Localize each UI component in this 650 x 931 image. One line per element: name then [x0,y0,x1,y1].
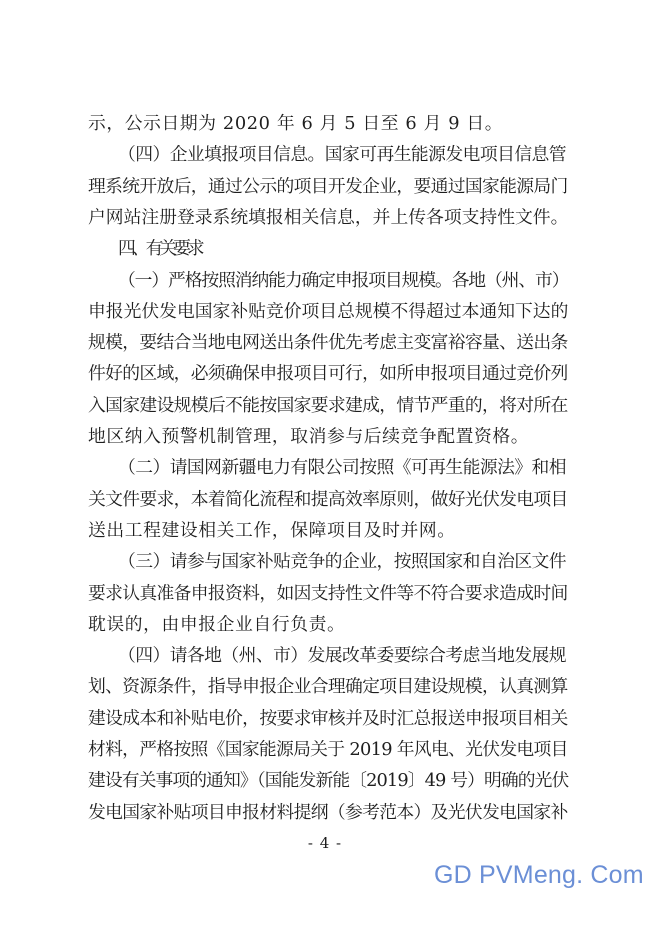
text-line: 要求认真准备申报资料，如因支持性文件等不符合要求造成时间 [88,582,568,604]
text-line: （四）请各地（州、市）发展改革委要综合考虑当地发展规 [118,645,567,667]
text-line: （四）企业填报项目信息。国家可再生能源发电项目信息管 [118,144,567,166]
text-line: 建设成本和补贴电价，按要求审核并及时汇总报送申报项目相关 [88,707,568,729]
text-line: 规模，要结合当地电网送出条件优先考虑主变富裕容量、送出条 [88,332,568,354]
text-line: 申报光伏发电国家补贴竞价项目总规模不得超过本通知下达的 [88,300,569,322]
text-line: 建设有关事项的通知》（国能发新能〔2019〕49 号）明确的光伏 [88,770,569,792]
text-line: 件好的区域，必须确保申报项目可行，如所申报项目通过竞价列 [88,363,568,385]
page-number: - 4 - [307,833,343,852]
text-line: 关文件要求，本着简化流程和提高效率原则，做好光伏发电项目 [88,488,568,510]
text-line: 材料，严格按照《国家能源局关于 2019 年风电、光伏发电项目 [88,739,568,760]
text-line: 户网站注册登录系统填报相关信息，并上传各项支持性文件。 [88,206,569,228]
text-line: （二）请国网新疆电力有限公司按照《可再生能源法》和相 [118,457,567,479]
text-line: 示，公示日期为 2020 年 6 月 5 日至 6 月 9 日。 [88,113,504,134]
text-line: 入国家建设规模后不能按国家要求建成，情节严重的，将对所在 [88,394,568,416]
watermark: GD PVMeng. Com [434,861,644,889]
text-line: （三）请参与国家补贴竞争的企业，按照国家和自治区文件 [118,551,567,573]
text-line: 理系统开放后，通过公示的项目开发企业，要通过国家能源局门 [88,175,568,197]
text-line: 送出工程建设相关工作，保障项目及时并网。 [88,519,456,541]
text-line: 发电国家补贴项目申报材料提纲（参考范本）及光伏发电国家补 [88,801,568,823]
text-line: 耽误的，由申报企业自行负责。 [88,613,346,635]
text-line: 划、资源条件，指导申报企业合理确定项目建设规模，认真测算 [88,676,568,698]
text-line: 地区纳入预警机制管理，取消参与后续竞争配置资格。 [88,426,530,447]
text-line: （一）严格按照消纳能力确定申报项目规模。各地（州、市） [118,269,569,291]
section-heading: 四、有关要求 [118,238,201,260]
